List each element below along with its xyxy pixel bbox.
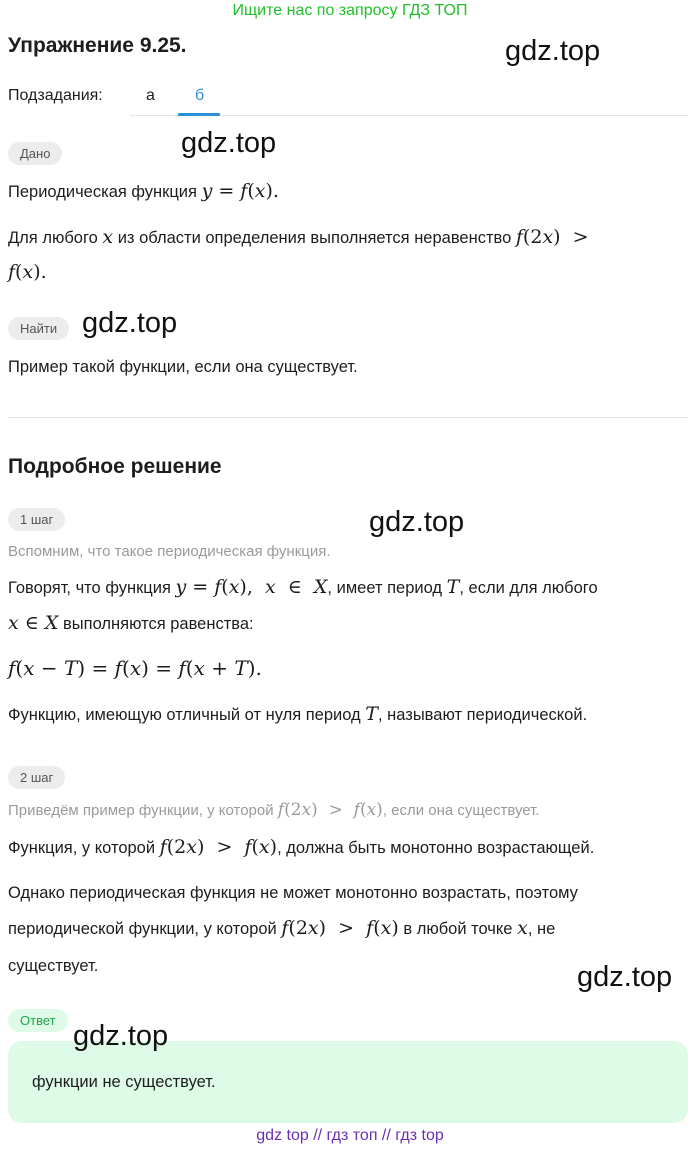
watermark: gdz.top: [505, 35, 601, 67]
step-1-paragraph-3: Функцию, имеющую отличный от нуля период T, называют периодической.: [8, 703, 588, 725]
step-1-paragraph-1-cont: x ∈ X выполняются равенства:: [8, 612, 254, 634]
step-2-paragraph-2-line-2: периодической функции, у которой f(2x) > f(x) в любой точке x, не: [8, 917, 556, 939]
step-2-paragraph-1: Функция, у которой f(2x) > f(x), должна быть монотонно возрастающей.: [8, 836, 595, 858]
subtasks-label: Подзадания:: [8, 87, 103, 104]
step-2-hint: Приведём пример функции, у которой f(2x) > f(x), если она существует.: [8, 800, 540, 820]
step-2-badge: 2 шаг: [8, 766, 65, 789]
find-text: Пример такой функции, если она существует.: [8, 358, 358, 376]
page-title: Упражнение 9.25.: [8, 34, 187, 57]
tab-b[interactable]: б: [195, 87, 205, 104]
footer-links[interactable]: gdz top // гдз топ // гдз top: [256, 1127, 444, 1144]
given-line-3: f(x).: [8, 261, 47, 283]
step-2-paragraph-2-line-3: существует.: [8, 957, 99, 975]
answer-text: функции не существует.: [32, 1073, 216, 1091]
step-2-paragraph-2-line-1: Однако периодическая функция не может монотонно возрастать, поэтому: [8, 884, 578, 902]
given-badge: Дано: [8, 142, 62, 165]
answer-badge: Ответ: [8, 1009, 68, 1032]
watermark: gdz.top: [181, 127, 277, 159]
watermark: gdz.top: [369, 506, 465, 538]
section-divider: [8, 417, 688, 418]
promo-banner[interactable]: Ищите нас по запросу ГДЗ ТОП: [232, 2, 468, 19]
watermark: gdz.top: [577, 961, 673, 993]
given-line-1: Периодическая функция y = f(x).: [8, 180, 279, 202]
solution-title: Подробное решение: [8, 455, 222, 478]
step-1-badge: 1 шаг: [8, 508, 65, 531]
watermark: gdz.top: [82, 307, 178, 339]
given-line-2: Для любого x из области определения выполняется неравенство f(2x) >: [8, 226, 589, 248]
watermark: gdz.top: [73, 1020, 169, 1052]
step-1-equation: f(x − T) = f(x) = f(x + T).: [8, 656, 262, 680]
find-badge: Найти: [8, 317, 69, 340]
tab-a[interactable]: а: [146, 87, 155, 104]
step-1-paragraph-1: Говорят, что функция y = f(x), x ∈ X, имеет период T, если для любого: [8, 576, 598, 598]
step-1-hint: Вспомним, что такое периодическая функция.: [8, 543, 331, 560]
active-tab-indicator: [178, 113, 220, 116]
